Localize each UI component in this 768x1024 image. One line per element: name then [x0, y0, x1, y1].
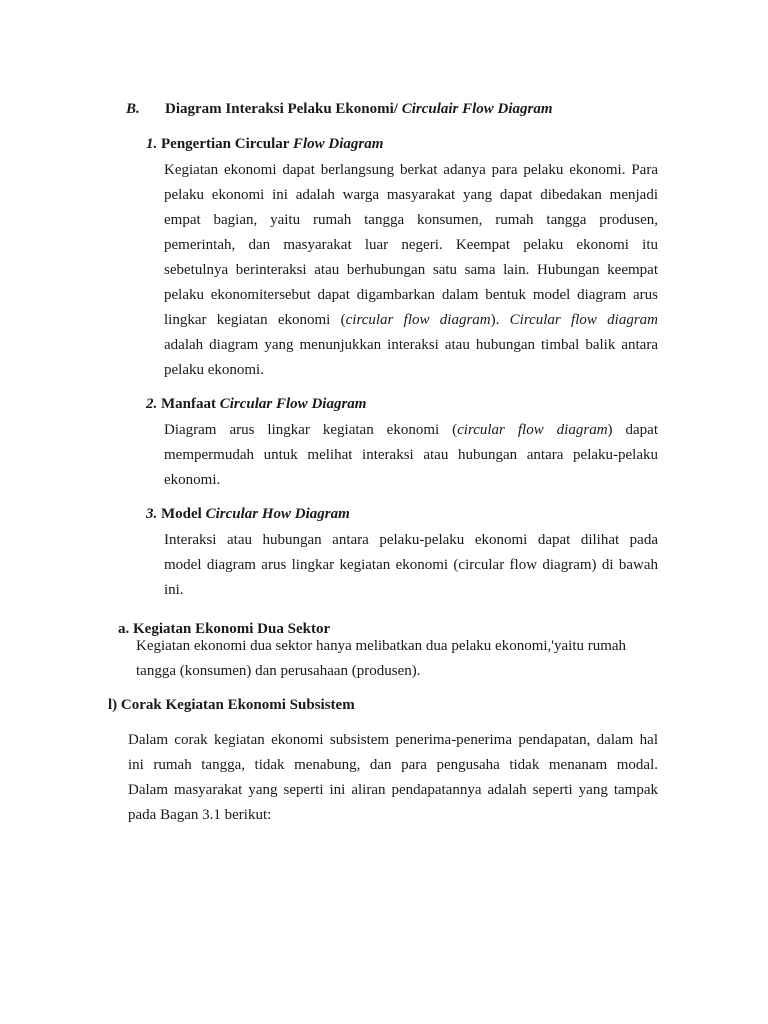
subheading-2 [146, 396, 366, 413]
sub2-line1-a: Diagram arus lingkar kegiatan ekonomi ( [164, 422, 458, 438]
section-a-heading: a. Kegiatan Ekonomi Dua Sektor [118, 621, 331, 637]
paragraph-3 [164, 528, 658, 603]
line7-b: circular flow diagram [345, 312, 491, 328]
paragraph-line: model diagram arus lingkar kegiatan ekonomi (circular flow diagram) di bawah [164, 557, 658, 573]
section-a-paragraph [136, 634, 656, 684]
section-title-italic: Circulair Flow Diagram [401, 101, 553, 117]
subheading-2-plain: Manfaat [157, 396, 220, 412]
line7-a: lingkar kegiatan ekonomi ( [164, 312, 346, 328]
section-l-paragraph [128, 728, 658, 828]
section-title [165, 101, 553, 118]
paragraph-line [164, 308, 658, 333]
subheading-3-plain: Model [157, 506, 206, 522]
paragraph-line: pelaku ekonomi ini adalah warga masyarakat yang dapat dibedakan menjadi [164, 187, 658, 203]
subheading-3-italic: Circular How Diagram [205, 506, 350, 522]
paragraph-line: Kegiatan ekonomi dua sektor hanya melibatkan dua pelaku ekonomi,'yaitu rumah [136, 638, 627, 654]
subheading-1-number: 1. [146, 136, 158, 152]
subheading-2-number: 2. [146, 396, 158, 412]
section-letter: B. [126, 101, 140, 117]
paragraph-line: tangga (konsumen) dan perusahaan (produsen). [136, 663, 421, 679]
paragraph-line: Dalam corak kegiatan ekonomi subsistem penerima-penerima pendapatan, dalam hal [128, 732, 658, 748]
paragraph-line: ini. [164, 582, 184, 598]
sub2-line1-b: circular flow diagram [457, 422, 608, 438]
paragraph-2 [164, 418, 658, 493]
paragraph-line: ekonomi. [164, 472, 221, 488]
paragraph-line: Kegiatan ekonomi dapat berlangsung berkat adanya para pelaku ekonomi. Para [164, 162, 658, 178]
subheading-1 [146, 136, 383, 153]
subheading-3-number: 3. [146, 506, 158, 522]
paragraph-line: pelaku ekonomitersebut dapat digambarkan dalam bentuk model diagram arus [164, 287, 658, 303]
subheading-1-plain: Pengertian Circular [157, 136, 293, 152]
paragraph-line: Interaksi atau hubungan antara pelaku-pelaku ekonomi dapat dilihat pada [164, 532, 658, 548]
paragraph-line: Dalam masyarakat yang seperti ini aliran pendapatannya adalah seperti yang tampak [128, 782, 658, 798]
paragraph-line: pemerintah, dan masyarakat luar negeri. Keempat pelaku ekonomi itu [164, 237, 658, 253]
paragraph-line: mempermudah untuk melihat interaksi atau hubungan antara pelaku-pelaku [164, 447, 658, 463]
paragraph-1 [164, 158, 658, 383]
section-l-heading: l) Corak Kegiatan Ekonomi Subsistem [108, 697, 355, 713]
paragraph-line: empat bagian, yaitu rumah tangga konsumen, rumah tangga produsen, [164, 212, 658, 228]
paragraph-line: ini rumah tangga, tidak menabung, dan para pengusaha tidak menanam modal. [128, 757, 658, 773]
subheading-2-italic: Circular Flow Diagram [219, 396, 367, 412]
section-title-plain: Diagram Interaksi Pelaku Ekonomi/ [165, 101, 402, 117]
paragraph-line: adalah diagram yang menunjukkan interaksi atau hubungan timbal balik antara [164, 337, 658, 353]
subheading-1-italic: Flow Diagram [292, 136, 384, 152]
subheading-3 [146, 506, 350, 523]
line7-c: ). [490, 312, 510, 328]
paragraph-line: sebetulnya berinteraksi atau berhubungan satu sama lain. Hubungan keempat [164, 262, 658, 278]
paragraph-line: pelaku ekonomi. [164, 362, 264, 378]
sub2-line1-c: ) dapat [607, 422, 658, 438]
line7-d: Circular flow diagram [509, 312, 658, 328]
paragraph-line [164, 418, 658, 443]
paragraph-line: pada Bagan 3.1 berikut: [128, 807, 272, 823]
